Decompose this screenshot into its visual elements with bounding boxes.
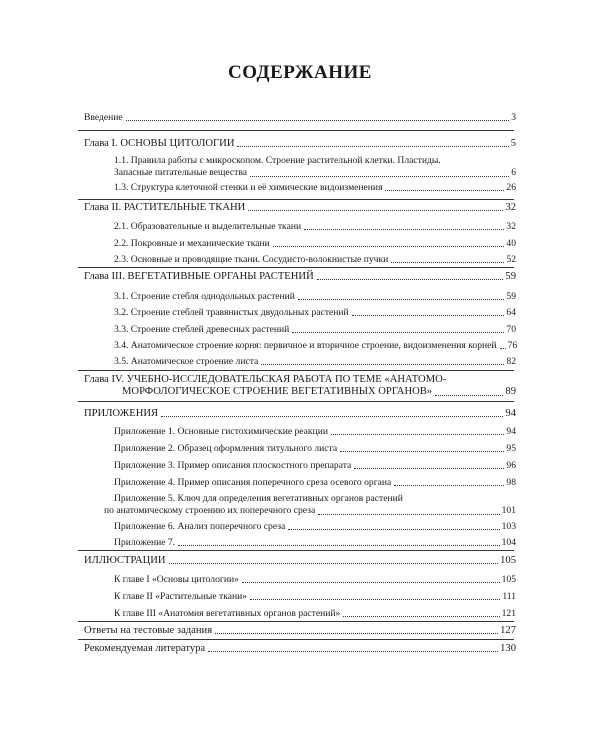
toc-entry-text-line2: по анатомическому строению их поперечного среза: [104, 505, 316, 516]
toc-entry-text: Глава III. ВЕГЕТАТИВНЫЕ ОРГАНЫ РАСТЕНИЙ: [84, 271, 314, 282]
dot-leader: [250, 599, 500, 600]
toc-entry-text: К главе III «Анатомия вегетативных органов растений»: [114, 608, 341, 619]
toc-entry-chapter-1: [84, 138, 516, 149]
toc-entry-text: 2.3. Основные и проводящие ткани. Сосудисто-волокнистые пучки: [114, 254, 389, 265]
toc-page-number: 101: [501, 505, 516, 516]
toc-entry-section-2-2: [114, 238, 516, 249]
dot-leader: [261, 364, 504, 365]
section-divider: [78, 370, 514, 371]
dot-leader: [237, 146, 508, 147]
toc-entry-text: К главе II «Растительные ткани»: [114, 591, 248, 602]
toc-entry-illustrations-ch3: [114, 608, 516, 619]
dot-leader: [288, 529, 499, 530]
dot-leader: [298, 299, 504, 300]
toc-entry-appendix-2: [114, 443, 516, 454]
toc-entry-appendix-1: [114, 426, 516, 437]
toc-entry-chapter-2: [84, 202, 516, 213]
toc-entry-answers: [84, 625, 516, 636]
toc-page-number: 59: [506, 291, 516, 302]
toc-entry-section-3-3: [114, 324, 516, 335]
toc-page-number: 3: [511, 112, 516, 123]
section-divider: [78, 621, 514, 622]
dot-leader: [242, 582, 500, 583]
dot-leader: [352, 315, 505, 316]
section-divider: [78, 401, 514, 402]
toc-entry-section-2-1: [114, 221, 516, 232]
toc-page-number: 32: [505, 202, 516, 213]
toc-page-number: 89: [505, 386, 516, 397]
toc-entry-text: Приложение 7.: [114, 537, 176, 548]
dot-leader: [169, 563, 499, 564]
toc-entry-line2: [84, 386, 516, 398]
toc-entry-section-3-4: [114, 340, 516, 351]
toc-page-number: 82: [506, 356, 516, 367]
toc-entry-text: 2.1. Образовательные и выделительные ткани: [114, 221, 302, 232]
section-divider: [78, 130, 514, 131]
toc-page-number: 95: [506, 443, 516, 454]
toc-page-number: 103: [501, 521, 516, 532]
toc-entry-chapter-4: [84, 374, 516, 398]
dot-leader: [394, 485, 504, 486]
dot-leader: [292, 332, 504, 333]
dot-leader: [273, 246, 505, 247]
toc-entry-text-line2: МОРФОЛОГИЧЕСКОЕ СТРОЕНИЕ ВЕГЕТАТИВНЫХ ОРГАНОВ»: [122, 386, 433, 397]
toc-entry-text: К главе I «Основы цитологии»: [114, 574, 239, 585]
toc-entry-text: Приложение 2. Образец оформления титульного листа: [114, 443, 338, 454]
dot-leader: [317, 279, 504, 280]
toc-page-number: 76: [507, 340, 518, 351]
toc-page-number: 70: [506, 324, 516, 335]
toc-entry-text: ПРИЛОЖЕНИЯ: [84, 408, 159, 419]
dot-leader: [178, 545, 500, 546]
toc-entry-section-3-5: [114, 356, 516, 367]
page-title: СОДЕРЖАНИЕ: [228, 62, 372, 83]
dot-leader: [343, 616, 499, 617]
toc-entry-section-3-1: [114, 291, 516, 302]
toc-entry-text: 3.4. Анатомическое строение корня: первичное и вторичное строение, видоизменения корней: [114, 340, 497, 351]
toc-entry-line2: [104, 505, 516, 517]
toc-page-number: 94: [506, 426, 516, 437]
dot-leader: [331, 434, 504, 435]
dot-leader: [250, 176, 509, 177]
toc-page-number: 127: [500, 625, 516, 636]
toc-entry-literature: [84, 643, 516, 654]
toc-page-number: 105: [500, 555, 516, 566]
dot-leader: [340, 451, 504, 452]
section-divider: [78, 267, 514, 268]
toc-page-number: 64: [506, 307, 516, 318]
dot-leader: [435, 395, 503, 396]
toc-page-number: 59: [505, 271, 516, 282]
toc-page-number: 40: [506, 238, 516, 249]
toc-entry-appendices: [84, 408, 516, 419]
toc-page-number: 32: [506, 221, 516, 232]
toc-entry-text: Введение: [84, 112, 123, 123]
dot-leader: [161, 416, 503, 417]
toc-entry-text-line1: 1.1. Правила работы с микроскопом. Строение растительной клетки. Пластиды.: [114, 155, 441, 166]
toc-entry-text: Ответы на тестовые задания: [84, 625, 213, 636]
toc-entry-text: Приложение 1. Основные гистохимические реакции: [114, 426, 328, 437]
toc-page-number: 105: [501, 574, 516, 585]
toc-entry-text: Приложение 4. Пример описания поперечного среза осевого органа: [114, 477, 392, 488]
toc-entry-text: Приложение 3. Пример описания плоскостного препарата: [114, 460, 352, 471]
toc-entry-text: 2.2. Покровные и механические ткани: [114, 238, 270, 249]
toc-page-number: 6: [511, 167, 516, 178]
toc-page-number: 104: [501, 537, 516, 548]
toc-entry-section-2-3: [114, 254, 516, 265]
section-divider: [78, 639, 514, 640]
toc-page-number: 5: [510, 138, 516, 149]
toc-entry-text: 3.3. Строение стеблей древесных растений: [114, 324, 290, 335]
toc-entry-intro: [84, 112, 516, 123]
dot-leader: [385, 190, 504, 191]
toc-entry-illustrations-ch1: [114, 574, 516, 585]
toc-entry-text: Приложение 6. Анализ поперечного среза: [114, 521, 286, 532]
dot-leader: [208, 651, 498, 652]
dot-leader: [304, 229, 504, 230]
section-divider: [78, 199, 514, 200]
toc-page-number: 96: [506, 460, 516, 471]
toc-entry-appendix-4: [114, 477, 516, 488]
section-divider: [78, 550, 514, 551]
toc-entry-text-line1: Приложение 5. Ключ для определения вегетативных органов растений: [114, 493, 403, 504]
toc-entry-appendix-3: [114, 460, 516, 471]
toc-entry-text: 3.1. Строение стебля однодольных растений: [114, 291, 295, 302]
toc-entry-line2: [114, 167, 516, 179]
toc-entry-appendix-7: [114, 537, 516, 548]
dot-leader: [126, 120, 510, 121]
toc-entry-text-line1: Глава IV. УЧЕБНО-ИССЛЕДОВАТЕЛЬСКАЯ РАБОТА ПО ТЕМЕ «АНАТОМО-: [84, 374, 447, 385]
toc-entry-text: Рекомендуемая литература: [84, 643, 206, 654]
toc-entry-section-3-2: [114, 307, 516, 318]
toc-entry-text: ИЛЛЮСТРАЦИИ: [84, 555, 166, 566]
toc-page-number: 94: [505, 408, 516, 419]
toc-entry-text: 3.5. Анатомическое строение листа: [114, 356, 259, 367]
toc-entry-text: 3.2. Строение стеблей травянистых двудольных растений: [114, 307, 349, 318]
toc-entry-text: Глава I. ОСНОВЫ ЦИТОЛОГИИ: [84, 138, 235, 149]
toc-entry-text: 1.3. Структура клеточной стенки и её химические видоизменения: [114, 182, 383, 193]
dot-leader: [500, 348, 506, 349]
toc-entry-section-1-1: [114, 155, 516, 179]
toc-entry-section-1-3: [114, 182, 516, 193]
toc-entry-illustrations: [84, 555, 516, 566]
dot-leader: [354, 468, 504, 469]
dot-leader: [215, 633, 498, 634]
toc-entry-appendix-5: [104, 493, 516, 517]
toc-entry-appendix-6: [114, 521, 516, 532]
toc-page-number: 111: [502, 591, 516, 602]
toc-entry-text: Глава II. РАСТИТЕЛЬНЫЕ ТКАНИ: [84, 202, 246, 213]
toc-page-number: 121: [501, 608, 516, 619]
dot-leader: [391, 262, 504, 263]
toc-entry-text-line2: Запасные питательные вещества: [114, 167, 247, 178]
dot-leader: [248, 210, 503, 211]
toc-entry-illustrations-ch2: [114, 591, 516, 602]
toc-page-number: 130: [500, 643, 516, 654]
toc-page-number: 26: [506, 182, 516, 193]
dot-leader: [318, 514, 499, 515]
toc-page-number: 98: [506, 477, 516, 488]
toc-entry-chapter-3: [84, 271, 516, 282]
toc-page-number: 52: [506, 254, 516, 265]
